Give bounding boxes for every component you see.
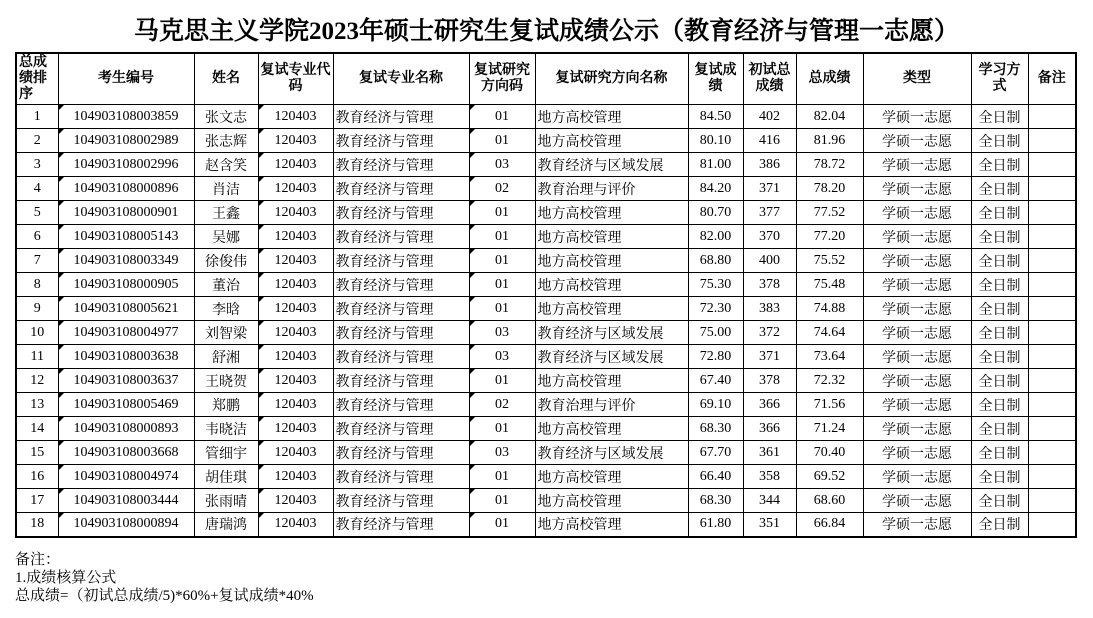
cell-r14-c5: 01 <box>469 417 535 441</box>
cell-r12-c2: 王晓贺 <box>194 369 258 393</box>
cell-r2-c6: 地方高校管理 <box>535 129 688 153</box>
cell-r8-c4: 教育经济与管理 <box>333 273 469 297</box>
cell-r10-c5: 03 <box>469 321 535 345</box>
table-row <box>16 177 1076 201</box>
cell-r4-c9: 78.20 <box>796 177 863 201</box>
cell-r13-c11: 全日制 <box>971 393 1028 417</box>
cell-r3-c8: 386 <box>743 153 796 177</box>
table-row <box>16 489 1076 513</box>
cell-r16-c8: 358 <box>743 465 796 489</box>
cell-r16-c1: 104903108004974 <box>58 465 194 489</box>
cell-r15-c9: 70.40 <box>796 441 863 465</box>
cell-r10-c1: 104903108004977 <box>58 321 194 345</box>
cell-r12-c1: 104903108003637 <box>58 369 194 393</box>
cell-r10-c8: 372 <box>743 321 796 345</box>
cell-r15-c10: 学硕一志愿 <box>863 441 971 465</box>
cell-r9-c8: 383 <box>743 297 796 321</box>
cell-r9-c12 <box>1028 297 1076 321</box>
cell-r9-c10: 学硕一志愿 <box>863 297 971 321</box>
cell-r13-c12 <box>1028 393 1076 417</box>
cell-r8-c12 <box>1028 273 1076 297</box>
cell-r2-c5: 01 <box>469 129 535 153</box>
cell-r12-c3: 120403 <box>258 369 333 393</box>
cell-r18-c1: 104903108000894 <box>58 513 194 537</box>
cell-r3-c11: 全日制 <box>971 153 1028 177</box>
cell-r18-c4: 教育经济与管理 <box>333 513 469 537</box>
cell-r15-c0: 15 <box>16 441 58 465</box>
column-header-2: 姓名 <box>194 53 258 105</box>
cell-r12-c5: 01 <box>469 369 535 393</box>
cell-r12-c8: 378 <box>743 369 796 393</box>
cell-r1-c11: 全日制 <box>971 105 1028 129</box>
cell-r18-c3: 120403 <box>258 513 333 537</box>
cell-r4-c3: 120403 <box>258 177 333 201</box>
cell-r18-c12 <box>1028 513 1076 537</box>
cell-r17-c3: 120403 <box>258 489 333 513</box>
cell-r4-c2: 肖洁 <box>194 177 258 201</box>
cell-r10-c6: 教育经济与区域发展 <box>535 321 688 345</box>
cell-r18-c7: 61.80 <box>688 513 743 537</box>
cell-r13-c4: 教育经济与管理 <box>333 393 469 417</box>
cell-r14-c1: 104903108000893 <box>58 417 194 441</box>
cell-r5-c10: 学硕一志愿 <box>863 201 971 225</box>
cell-r15-c6: 教育经济与区域发展 <box>535 441 688 465</box>
cell-r6-c1: 104903108005143 <box>58 225 194 249</box>
cell-r5-c9: 77.52 <box>796 201 863 225</box>
cell-r13-c3: 120403 <box>258 393 333 417</box>
cell-r16-c6: 地方高校管理 <box>535 465 688 489</box>
cell-r3-c3: 120403 <box>258 153 333 177</box>
cell-r14-c2: 韦晓洁 <box>194 417 258 441</box>
score-table <box>15 52 1077 538</box>
cell-r6-c7: 82.00 <box>688 225 743 249</box>
column-header-7: 复试成绩 <box>688 53 743 105</box>
cell-r13-c2: 郑鹏 <box>194 393 258 417</box>
cell-r4-c11: 全日制 <box>971 177 1028 201</box>
cell-r4-c1: 104903108000896 <box>58 177 194 201</box>
cell-r10-c9: 74.64 <box>796 321 863 345</box>
cell-r17-c11: 全日制 <box>971 489 1028 513</box>
cell-r4-c12 <box>1028 177 1076 201</box>
cell-r16-c5: 01 <box>469 465 535 489</box>
cell-r1-c7: 84.50 <box>688 105 743 129</box>
cell-r9-c7: 72.30 <box>688 297 743 321</box>
cell-r11-c8: 371 <box>743 345 796 369</box>
cell-r13-c5: 02 <box>469 393 535 417</box>
cell-r13-c8: 366 <box>743 393 796 417</box>
cell-r8-c9: 75.48 <box>796 273 863 297</box>
cell-r7-c10: 学硕一志愿 <box>863 249 971 273</box>
column-header-4: 复试专业名称 <box>333 53 469 105</box>
cell-r8-c1: 104903108000905 <box>58 273 194 297</box>
cell-r3-c2: 赵含笑 <box>194 153 258 177</box>
cell-r2-c7: 80.10 <box>688 129 743 153</box>
cell-r12-c6: 地方高校管理 <box>535 369 688 393</box>
cell-r7-c7: 68.80 <box>688 249 743 273</box>
cell-r16-c12 <box>1028 465 1076 489</box>
column-header-12: 备注 <box>1028 53 1076 105</box>
cell-r1-c12 <box>1028 105 1076 129</box>
cell-r9-c2: 李晗 <box>194 297 258 321</box>
column-header-8: 初试总成绩 <box>743 53 796 105</box>
cell-r1-c5: 01 <box>469 105 535 129</box>
cell-r15-c7: 67.70 <box>688 441 743 465</box>
header-row <box>16 53 1076 105</box>
table-row <box>16 153 1076 177</box>
cell-r16-c11: 全日制 <box>971 465 1028 489</box>
cell-r5-c8: 377 <box>743 201 796 225</box>
cell-r11-c12 <box>1028 345 1076 369</box>
cell-r17-c8: 344 <box>743 489 796 513</box>
cell-r17-c4: 教育经济与管理 <box>333 489 469 513</box>
cell-r15-c8: 361 <box>743 441 796 465</box>
cell-r18-c10: 学硕一志愿 <box>863 513 971 537</box>
cell-r7-c11: 全日制 <box>971 249 1028 273</box>
cell-r12-c9: 72.32 <box>796 369 863 393</box>
cell-r14-c11: 全日制 <box>971 417 1028 441</box>
notes-section <box>15 551 1093 605</box>
cell-r3-c0: 3 <box>16 153 58 177</box>
cell-r15-c12 <box>1028 441 1076 465</box>
score-publication-page <box>0 11 1093 605</box>
cell-r13-c9: 71.56 <box>796 393 863 417</box>
cell-r1-c10: 学硕一志愿 <box>863 105 971 129</box>
cell-r13-c1: 104903108005469 <box>58 393 194 417</box>
cell-r5-c11: 全日制 <box>971 201 1028 225</box>
cell-r4-c8: 371 <box>743 177 796 201</box>
cell-r2-c8: 416 <box>743 129 796 153</box>
cell-r1-c6: 地方高校管理 <box>535 105 688 129</box>
cell-r14-c4: 教育经济与管理 <box>333 417 469 441</box>
table-row <box>16 297 1076 321</box>
cell-r10-c7: 75.00 <box>688 321 743 345</box>
table-row <box>16 249 1076 273</box>
column-header-6: 复试研究方向名称 <box>535 53 688 105</box>
cell-r4-c10: 学硕一志愿 <box>863 177 971 201</box>
cell-r16-c4: 教育经济与管理 <box>333 465 469 489</box>
cell-r14-c10: 学硕一志愿 <box>863 417 971 441</box>
cell-r1-c3: 120403 <box>258 105 333 129</box>
cell-r15-c1: 104903108003668 <box>58 441 194 465</box>
cell-r6-c12 <box>1028 225 1076 249</box>
cell-r3-c4: 教育经济与管理 <box>333 153 469 177</box>
cell-r1-c0: 1 <box>16 105 58 129</box>
table-row <box>16 465 1076 489</box>
cell-r9-c1: 104903108005621 <box>58 297 194 321</box>
cell-r8-c3: 120403 <box>258 273 333 297</box>
cell-r11-c2: 舒湘 <box>194 345 258 369</box>
cell-r9-c3: 120403 <box>258 297 333 321</box>
cell-r17-c0: 17 <box>16 489 58 513</box>
cell-r7-c1: 104903108003349 <box>58 249 194 273</box>
cell-r1-c8: 402 <box>743 105 796 129</box>
cell-r7-c12 <box>1028 249 1076 273</box>
cell-r7-c9: 75.52 <box>796 249 863 273</box>
cell-r17-c9: 68.60 <box>796 489 863 513</box>
cell-r7-c6: 地方高校管理 <box>535 249 688 273</box>
cell-r6-c2: 吴娜 <box>194 225 258 249</box>
cell-r6-c3: 120403 <box>258 225 333 249</box>
cell-r11-c6: 教育经济与区域发展 <box>535 345 688 369</box>
cell-r6-c4: 教育经济与管理 <box>333 225 469 249</box>
cell-r18-c11: 全日制 <box>971 513 1028 537</box>
cell-r5-c12 <box>1028 201 1076 225</box>
cell-r14-c6: 地方高校管理 <box>535 417 688 441</box>
cell-r9-c4: 教育经济与管理 <box>333 297 469 321</box>
cell-r16-c9: 69.52 <box>796 465 863 489</box>
cell-r7-c3: 120403 <box>258 249 333 273</box>
cell-r17-c5: 01 <box>469 489 535 513</box>
cell-r12-c4: 教育经济与管理 <box>333 369 469 393</box>
cell-r15-c4: 教育经济与管理 <box>333 441 469 465</box>
cell-r13-c10: 学硕一志愿 <box>863 393 971 417</box>
notes-item-1: 1.成绩核算公式 <box>15 569 117 586</box>
table-row <box>16 417 1076 441</box>
column-header-1: 考生编号 <box>58 53 194 105</box>
table-row <box>16 441 1076 465</box>
cell-r8-c10: 学硕一志愿 <box>863 273 971 297</box>
cell-r16-c7: 66.40 <box>688 465 743 489</box>
cell-r11-c10: 学硕一志愿 <box>863 345 971 369</box>
cell-r2-c10: 学硕一志愿 <box>863 129 971 153</box>
cell-r3-c9: 78.72 <box>796 153 863 177</box>
table-row <box>16 225 1076 249</box>
cell-r3-c7: 81.00 <box>688 153 743 177</box>
cell-r17-c7: 68.30 <box>688 489 743 513</box>
page-title: 马克思主义学院2023年硕士研究生复试成绩公示（教育经济与管理一志愿） <box>133 18 959 45</box>
table-row <box>16 321 1076 345</box>
cell-r16-c2: 胡佳琪 <box>194 465 258 489</box>
cell-r12-c0: 12 <box>16 369 58 393</box>
cell-r6-c11: 全日制 <box>971 225 1028 249</box>
cell-r3-c6: 教育经济与区域发展 <box>535 153 688 177</box>
cell-r2-c2: 张志辉 <box>194 129 258 153</box>
cell-r5-c7: 80.70 <box>688 201 743 225</box>
cell-r15-c2: 管细宇 <box>194 441 258 465</box>
table-row <box>16 345 1076 369</box>
cell-r5-c6: 地方高校管理 <box>535 201 688 225</box>
column-header-10: 类型 <box>863 53 971 105</box>
cell-r18-c0: 18 <box>16 513 58 537</box>
table-row <box>16 129 1076 153</box>
cell-r8-c8: 378 <box>743 273 796 297</box>
cell-r13-c0: 13 <box>16 393 58 417</box>
cell-r3-c5: 03 <box>469 153 535 177</box>
cell-r2-c1: 104903108002989 <box>58 129 194 153</box>
cell-r6-c10: 学硕一志愿 <box>863 225 971 249</box>
cell-r5-c1: 104903108000901 <box>58 201 194 225</box>
cell-r8-c11: 全日制 <box>971 273 1028 297</box>
table-body <box>16 105 1076 537</box>
cell-r3-c1: 104903108002996 <box>58 153 194 177</box>
cell-r8-c7: 75.30 <box>688 273 743 297</box>
table-row <box>16 369 1076 393</box>
cell-r10-c2: 刘智梁 <box>194 321 258 345</box>
column-header-3: 复试专业代码 <box>258 53 333 105</box>
cell-r16-c0: 16 <box>16 465 58 489</box>
cell-r5-c0: 5 <box>16 201 58 225</box>
cell-r4-c7: 84.20 <box>688 177 743 201</box>
table-row <box>16 105 1076 129</box>
cell-r18-c9: 66.84 <box>796 513 863 537</box>
cell-r1-c9: 82.04 <box>796 105 863 129</box>
cell-r16-c3: 120403 <box>258 465 333 489</box>
cell-r15-c3: 120403 <box>258 441 333 465</box>
cell-r18-c2: 唐瑞鸿 <box>194 513 258 537</box>
cell-r11-c11: 全日制 <box>971 345 1028 369</box>
cell-r12-c7: 67.40 <box>688 369 743 393</box>
cell-r10-c3: 120403 <box>258 321 333 345</box>
cell-r5-c2: 王鑫 <box>194 201 258 225</box>
table-row <box>16 273 1076 297</box>
cell-r14-c8: 366 <box>743 417 796 441</box>
cell-r11-c1: 104903108003638 <box>58 345 194 369</box>
cell-r9-c5: 01 <box>469 297 535 321</box>
cell-r18-c8: 351 <box>743 513 796 537</box>
cell-r18-c5: 01 <box>469 513 535 537</box>
cell-r9-c11: 全日制 <box>971 297 1028 321</box>
cell-r9-c6: 地方高校管理 <box>535 297 688 321</box>
cell-r7-c0: 7 <box>16 249 58 273</box>
cell-r15-c11: 全日制 <box>971 441 1028 465</box>
cell-r8-c6: 地方高校管理 <box>535 273 688 297</box>
cell-r2-c9: 81.96 <box>796 129 863 153</box>
cell-r1-c1: 104903108003859 <box>58 105 194 129</box>
cell-r4-c4: 教育经济与管理 <box>333 177 469 201</box>
cell-r18-c6: 地方高校管理 <box>535 513 688 537</box>
cell-r11-c9: 73.64 <box>796 345 863 369</box>
cell-r9-c9: 74.88 <box>796 297 863 321</box>
cell-r11-c4: 教育经济与管理 <box>333 345 469 369</box>
cell-r10-c11: 全日制 <box>971 321 1028 345</box>
cell-r2-c11: 全日制 <box>971 129 1028 153</box>
cell-r7-c5: 01 <box>469 249 535 273</box>
cell-r13-c7: 69.10 <box>688 393 743 417</box>
cell-r7-c8: 400 <box>743 249 796 273</box>
cell-r10-c12 <box>1028 321 1076 345</box>
table-row <box>16 393 1076 417</box>
cell-r1-c4: 教育经济与管理 <box>333 105 469 129</box>
cell-r6-c0: 6 <box>16 225 58 249</box>
cell-r1-c2: 张文志 <box>194 105 258 129</box>
cell-r13-c6: 教育治理与评价 <box>535 393 688 417</box>
cell-r14-c7: 68.30 <box>688 417 743 441</box>
cell-r2-c0: 2 <box>16 129 58 153</box>
cell-r6-c8: 370 <box>743 225 796 249</box>
cell-r4-c6: 教育治理与评价 <box>535 177 688 201</box>
table-row <box>16 513 1076 537</box>
column-header-5: 复试研究方向码 <box>469 53 535 105</box>
cell-r10-c0: 10 <box>16 321 58 345</box>
cell-r10-c4: 教育经济与管理 <box>333 321 469 345</box>
notes-formula: 总成绩=（初试总成绩/5)*60%+复试成绩*40% <box>15 587 314 604</box>
cell-r12-c12 <box>1028 369 1076 393</box>
cell-r3-c10: 学硕一志愿 <box>863 153 971 177</box>
cell-r10-c10: 学硕一志愿 <box>863 321 971 345</box>
cell-r12-c11: 全日制 <box>971 369 1028 393</box>
cell-r6-c6: 地方高校管理 <box>535 225 688 249</box>
cell-r8-c5: 01 <box>469 273 535 297</box>
cell-r6-c9: 77.20 <box>796 225 863 249</box>
cell-r17-c6: 地方高校管理 <box>535 489 688 513</box>
cell-r8-c0: 8 <box>16 273 58 297</box>
cell-r4-c5: 02 <box>469 177 535 201</box>
column-header-9: 总成绩 <box>796 53 863 105</box>
cell-r9-c0: 9 <box>16 297 58 321</box>
cell-r2-c12 <box>1028 129 1076 153</box>
cell-r14-c9: 71.24 <box>796 417 863 441</box>
cell-r11-c0: 11 <box>16 345 58 369</box>
cell-r17-c2: 张雨晴 <box>194 489 258 513</box>
cell-r3-c12 <box>1028 153 1076 177</box>
cell-r14-c0: 14 <box>16 417 58 441</box>
cell-r2-c3: 120403 <box>258 129 333 153</box>
cell-r5-c5: 01 <box>469 201 535 225</box>
table-row <box>16 201 1076 225</box>
cell-r6-c5: 01 <box>469 225 535 249</box>
cell-r4-c0: 4 <box>16 177 58 201</box>
cell-r11-c7: 72.80 <box>688 345 743 369</box>
cell-r2-c4: 教育经济与管理 <box>333 129 469 153</box>
cell-r12-c10: 学硕一志愿 <box>863 369 971 393</box>
cell-r17-c10: 学硕一志愿 <box>863 489 971 513</box>
cell-r8-c2: 董治 <box>194 273 258 297</box>
cell-r5-c4: 教育经济与管理 <box>333 201 469 225</box>
cell-r15-c5: 03 <box>469 441 535 465</box>
cell-r14-c12 <box>1028 417 1076 441</box>
notes-heading: 备注： <box>15 551 61 568</box>
cell-r17-c1: 104903108003444 <box>58 489 194 513</box>
cell-r14-c3: 120403 <box>258 417 333 441</box>
column-header-0: 总成绩排序 <box>16 53 58 105</box>
cell-r7-c2: 徐俊伟 <box>194 249 258 273</box>
column-header-11: 学习方式 <box>971 53 1028 105</box>
cell-r16-c10: 学硕一志愿 <box>863 465 971 489</box>
cell-r11-c5: 03 <box>469 345 535 369</box>
cell-r5-c3: 120403 <box>258 201 333 225</box>
cell-r17-c12 <box>1028 489 1076 513</box>
cell-r11-c3: 120403 <box>258 345 333 369</box>
cell-r7-c4: 教育经济与管理 <box>333 249 469 273</box>
